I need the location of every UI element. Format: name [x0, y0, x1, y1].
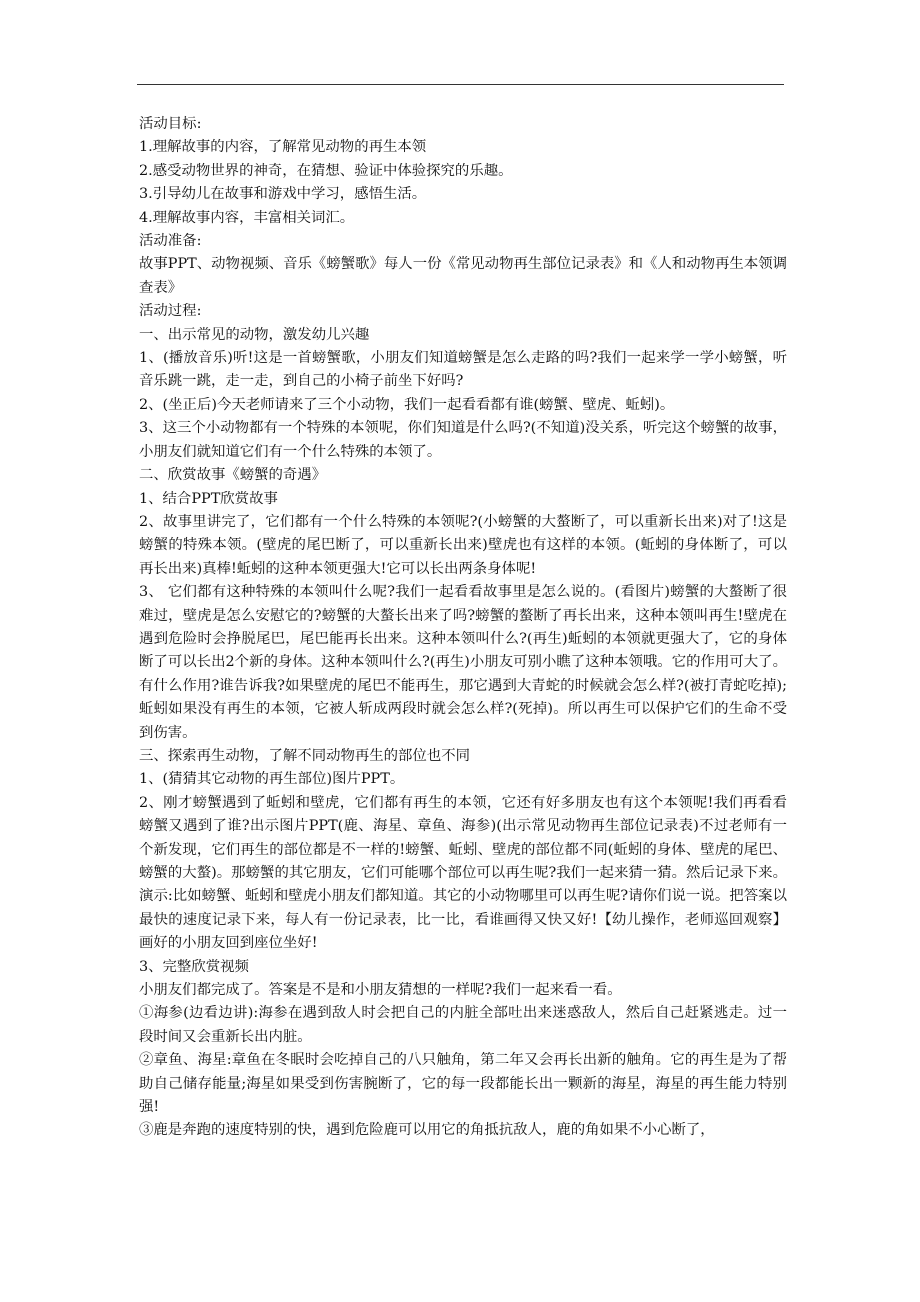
- process-step: 3、 它们都有这种特殊的本领叫什么呢?我们一起看看故事里是怎么说的。(看图片)螃蟹的大螯断了很难过，壁虎是怎么安慰它的?螃蟹的大螯长出来了吗?螃蟹的螯断了再长出来，这种本领叫再生!壁虎在遇到危险时会挣脱尾巴，尾巴能再长出来。这种本领叫什么?(再生)蚯蚓的本领就更强大了，它的身体断了可以长出2个新的身体。这种本领叫什么?(再生)小朋友可别小瞧了这种本领哦。它的作用可大了。有什么作用?谁告诉我?如果壁虎的尾巴不能再生，那它遇到大青蛇的时候就会怎么样?(被打青蛇吃掉);蚯蚓如果没有再生的本领，它被人斩成两段时就会怎么样?(死掉)。所以再生可以保护它们的生命不受到伤害。: [139, 584, 787, 741]
- process-step: 2、(坐正后)今天老师请来了三个小动物，我们一起看看都有谁(螃蟹、壁虎、蚯蚓)。: [139, 396, 675, 413]
- document-body: [139, 113, 787, 1143]
- goal-item: 1.理解故事的内容，了解常见动物的再生本领: [139, 139, 427, 156]
- process-step: 1、(播放音乐)听!这是一首螃蟹歌，小朋友们知道螃蟹是怎么走路的吗?我们一起来学一学小螃蟹，听音乐跳一跳，走一走，到自己的小椅子前坐下好吗?: [139, 350, 787, 390]
- process-part-heading: 二、欣赏故事《螃蟹的奇遇》: [139, 467, 327, 484]
- process-step: 3、这三个小动物都有一个特殊的本领呢，你们知道是什么吗?(不知道)没关系，听完这个螃蟹的故事，小朋友们就知道它们有一个什么特殊的本领了。: [139, 420, 787, 460]
- process-part-heading: 三、探索再生动物，了解不同动物再生的部位也不同: [139, 747, 470, 764]
- section-heading-preparation: 活动准备:: [139, 233, 202, 250]
- section-heading-process: 活动过程:: [139, 303, 202, 320]
- preparation-text: 故事PPT、动物视频、音乐《螃蟹歌》每人一份《常见动物再生部位记录表》和《人和动物再生本领调查表》: [139, 256, 787, 296]
- goal-item: 4.理解故事内容，丰富相关词汇。: [139, 209, 355, 226]
- animal-item: ①海参(边看边讲):海参在遇到敌人时会把自己的内脏全部吐出来迷惑敌人，然后自己赶紧逃走。过一段时间又会重新长出内脏。: [139, 1005, 787, 1045]
- process-step: 2、故事里讲完了，它们都有一个什么特殊的本领呢?(小螃蟹的大螯断了，可以重新长出来)对了!这是螃蟹的特殊本领。(壁虎的尾巴断了，可以重新长出来)壁虎也有这样的本领。(蚯蚓的身体断了，可以再长出来)真棒!蚯蚓的这种本领更强大!它可以长出两条身体呢!: [139, 513, 787, 577]
- header-rule: [137, 84, 784, 85]
- section-heading-goals: 活动目标:: [139, 116, 202, 132]
- process-step: 3、完整欣赏视频: [139, 958, 249, 975]
- process-part-heading: 一、出示常见的动物，激发幼儿兴趣: [139, 326, 370, 343]
- goal-item: 2.感受动物世界的神奇，在猜想、验证中体验探究的乐趣。: [139, 162, 513, 179]
- process-step: 2、刚才螃蟹遇到了蚯蚓和壁虎，它们都有再生的本领，它还有好多朋友也有这个本领呢!我们再看看螃蟹又遇到了谁?出示图片PPT(鹿、海星、章鱼、海参)(出示常见动物再生部位记录表)不过老师有一个新发现，它们再生的部位都是不一样的!螃蟹、蚯蚓、壁虎的部位都不同(蚯蚓的身体、壁虎的尾巴、螃蟹的大螯)。那螃蟹的其它朋友，它们可能哪个部位可以再生呢?我们一起来猜一猜。然后记录下来。演示:比如螃蟹、蚯蚓和壁虎小朋友们都知道。其它的小动物哪里可以再生呢?请你们说一说。把答案以最快的速度记录下来，每人有一份记录表，比一比，看谁画得又快又好!【幼儿操作，老师巡回观察】画好的小朋友回到座位坐好!: [139, 794, 787, 952]
- process-step: 1、结合PPT欣赏故事: [139, 490, 278, 507]
- animal-item: ②章鱼、海星:章鱼在冬眠时会吃掉自己的八只触角，第二年又会再长出新的触角。它的再生是为了帮助自己储存能量;海星如果受到伤害腕断了，它的每一段都能长出一颗新的海星，海星的再生能力特别强!: [139, 1052, 787, 1116]
- process-paragraph: 小朋友们都完成了。答案是不是和小朋友猜想的一样呢?我们一起来看一看。: [139, 982, 622, 999]
- animal-item: ③鹿是奔跑的速度特别的快，遇到危险鹿可以用它的角抵抗敌人，鹿的角如果不小心断了，: [139, 1122, 715, 1139]
- process-step: 1、(猜猜其它动物的再生部位)图片PPT。: [139, 771, 405, 788]
- goal-item: 3.引导幼儿在故事和游戏中学习，感悟生活。: [139, 186, 427, 203]
